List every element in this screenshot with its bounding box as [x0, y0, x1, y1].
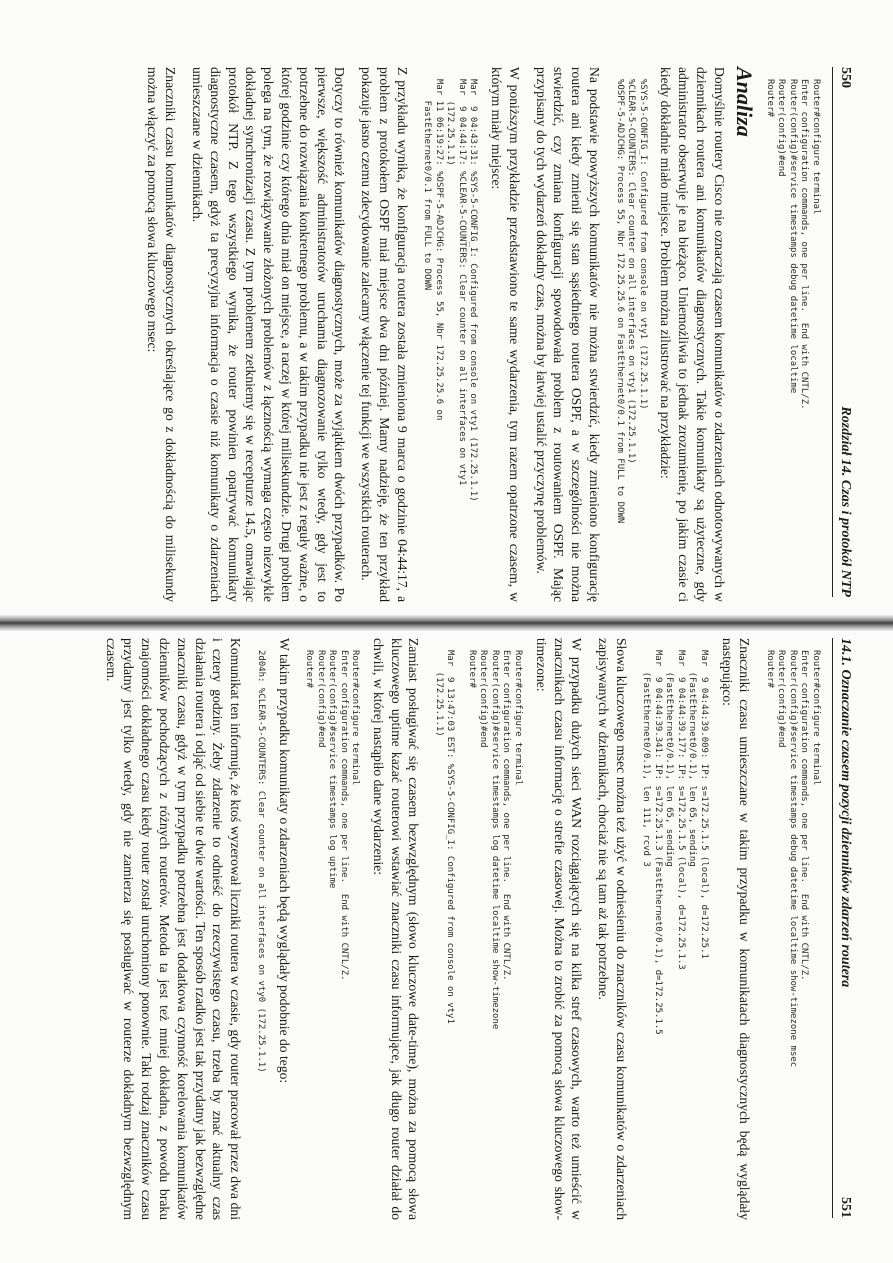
paragraph: W poniższym przykładzie przedstawiono te same wydarzenia, tym razem opatrzone czasem, w którym miały miejsce:: [489, 67, 522, 602]
paragraph: Z przykładu wynika, że konfiguracja routera została zmieniona 9 marca o godzinie 04:44:17, a problem z protokołem OSPF miał miejsce dwa dni później. Mamy nadzieję, że ten przykład pokazuje jasno czemu zdecydowanie zalecamy włączenie tej funkcji we wszystkich routerach.: [359, 67, 410, 602]
paragraph: Znaczniki czasu umieszczane w takim przypadku w komunikatach diagnostycznych będą wyglądały następująco:: [719, 638, 753, 1220]
left-page: [0, 0, 893, 615]
left-page-header: [832, 67, 853, 597]
code-block: Mar 9 04:43:31: %SYS-5-CONFIG_I: Configured from console on vty1 (172.25.1.1) Mar 9 04:44:17: %CLEAR-5-COUNTERS: Clear counter on all interfaces on vty1 (172.25.1.1) Mar 11 06:19:27: %OSPF-5-ADJCHG: Process 55, Nbr 172.25.25.6 on FastEthernet0/0.1 from FULL to DOWN: [422, 79, 479, 502]
code-block: Router#configure terminal Enter configuration commands, one per line. End with CNTL/Z. Router(config)#service timestamps debug datetime localtime show-timezone msec Router(config)#end Router#: [765, 650, 821, 1068]
paragraph: Domyślnie routery Cisco nie oznaczają czasem komunikatów o zdarzeniach odnotowywanych w dziennikach routera ani komunikatów diagnostycznych. Takie komunikaty są użyteczne, gdy administrator obserwuje je na bieżąco. Uniemożliwia to jednak zrozumienie, po jakim czasie ci kiedy dokładnie miało miejsce. Problem można zilustrować na przykładzie:: [658, 67, 727, 602]
right-running-header: 14.1. Oznaczanie czasem pozycji dzienników zdarzeń routera: [838, 638, 853, 988]
code-block: Mar 9 13:47:03 EST: %SYS-5-CONFIG_I: Configured from console on vty1 (172.25.1.1): [433, 650, 456, 1024]
right-page: [0, 630, 893, 1263]
code-block: Router#configure terminal Enter configuration commands, one per line. End with CNTL/Z. Router(config)#service timestamps log uptime Router(config)#end Router#: [304, 650, 361, 981]
right-page-content: [93, 638, 821, 1220]
left-page-number: 550: [838, 67, 853, 88]
book-gutter: [0, 615, 893, 631]
paragraph: Znaczniki czasu komunikatów diagnostycznych określające go z dokładnością do milisekundy można włączyć za pomocą słowa kluczowego msec:: [145, 67, 179, 602]
paragraph: Słowa kluczowego msec można też użyć w odniesieniu do znaczników czasu komunikatów o zdarzeniach zapisywanych w dziennikach, chociaż nie są tam aż tak potrzebne.: [596, 638, 629, 1220]
left-page-content: [135, 67, 821, 602]
paragraph: W przypadku dużych sieci WAN rozciągających się na kilka stref czasowych, warto też umieścić w znacznikach czasu informację o strefie czasowej. Można to zrobić za pomocą słowa kluczowego show-timezone:: [533, 638, 585, 1220]
paragraph: Dotyczy to również komunikatów diagnostycznych, może za wyjątkiem dwóch przypadków. Po pierwsze, większość administratorów uruchamia diagnozowanie tylko wtedy, gdy jest to potrzebne do rozwiązania konkretnego problemu, a w takim przypadku nie jest z reguły ważne, o której godzinie czy którego dnia miał on miejsce, a raczej w której milisekundzie. Drugi problem polega na tym, że rozwiązywanie złożonych problemów z łącznością wymaga często niezwykle dokładnej synchronizacji czasu. Z tym problemem zetkniemy się w recepturze 14.5, omawiając protokół NTP. Z tego wszystkiego wynika, że router powinien opatrywać komunikaty diagnostyczne czasem, gdyż ta precyzyjna informacja o czasie niż komunikaty o zdarzeniach umieszczane w dziennikach.: [189, 67, 348, 602]
code-block: Router#configure terminal Enter configuration commands, one per line. End with CNTL/Z. Router(config)#service timestamps log datetime localtime show-timezone Router(config)#end Router#: [466, 650, 523, 1030]
right-page-header: [832, 638, 853, 1218]
paragraph: Zamiast posługiwać się czasem bezwzględnym (słowo kluczowe date-time), można za pomocą słowa kluczowego uptime kazać routerowi wstawiać znaczniki czasu informujące, jak długo router działał do chwili, w której nastąpiło dane wydarzenie:: [370, 638, 422, 1220]
paragraph: Komunikat ten informuje, że ktoś wyzerował liczniki routera w czasie, gdy router pracował przez dwa dni i cztery godziny. Żeby zdarzenie to odnieść do rzeczywistego czasu, trzeba by znać aktualny czas działania routera i odjąć od siebie te dwie wartości. Ten sposób rzadko jest tak przydatny jak bezwzględne znaczniki czasu, gdyż w tym przypadku potrzebna jest dodatkowa czynność korelowania komunikatów dzienników pochodzących z różnych routerów. Metoda ta jest też mniej dokładna, z powodu braku znajomości dokładnego czasu kiedy router został uruchomiony ponownie. Taki rodzaj znaczników czasu przydatny jest tylko wtedy, gdy nie zamierza się posługiwać w routerze dokładnym bezwzględnym czasem.: [103, 638, 244, 1220]
code-block: %SYS-5-CONFIG_I: Configured from console on vty1 (172.25.1.1) %CLEAR-5-COUNTERS: Clear counter on all interfaces on vty1 (172.25.1.1) %OSPF-5-ADJCHG: Process 55, Nbr 172.25.25.6 on FastEthernet0/0.1 from FULL to DOWN: [614, 79, 648, 524]
section-heading: Analiza: [732, 67, 758, 137]
right-page-number: 551: [838, 1197, 853, 1218]
code-block: Router#configure terminal Enter configuration commands, one per line. End with CNTL/Z. Router(config)#service timestamps debug datetime localtime Router(config)#end Router#: [765, 79, 821, 410]
left-running-header: Rozdział 14. Czas i protokół NTP: [838, 406, 853, 597]
paragraph: W takim przypadku komunikaty o zdarzeniach będą wyglądały podobnie do tego:: [276, 638, 292, 1084]
paragraph: Na podstawie powyższych komunikatów nie można stwierdzić, kiedy zmieniono konfigurację routera ani kiedy zmienił się stan sąsiedniego routera OSPF, a w szczególności nie można stwierdzić, czy zmiana konfiguracji spowodowała problem z routowaniem OSPF. Mając przypisany do tych wydarzeń dokładny czas, można by łatwiej ustalić przyczynę problemów.: [533, 67, 603, 602]
code-block: 2d04h: %CLEAR-5-COUNTERS: Clear counter on all interfaces on vty0 (172.25.1.1): [255, 650, 266, 1073]
code-block: Mar 9 04:44:39.009: IP: s=172.25.1.5 (local), d=172.25.1 (FastEthernet0/0.1), len 65, sending Mar 9 04:44:39.177: IP: s=172.25.1.5 (local), d=172.25.1.3 (FastEthernet0/0.1), len 65, sending Mar 9 04:44:39.341: IP: s=172.25.1.3 (FastEthernet0/0.1), d=172.25.1.5 (FastEthernet0/0.1), len 111, rcvd 3: [641, 650, 709, 1035]
